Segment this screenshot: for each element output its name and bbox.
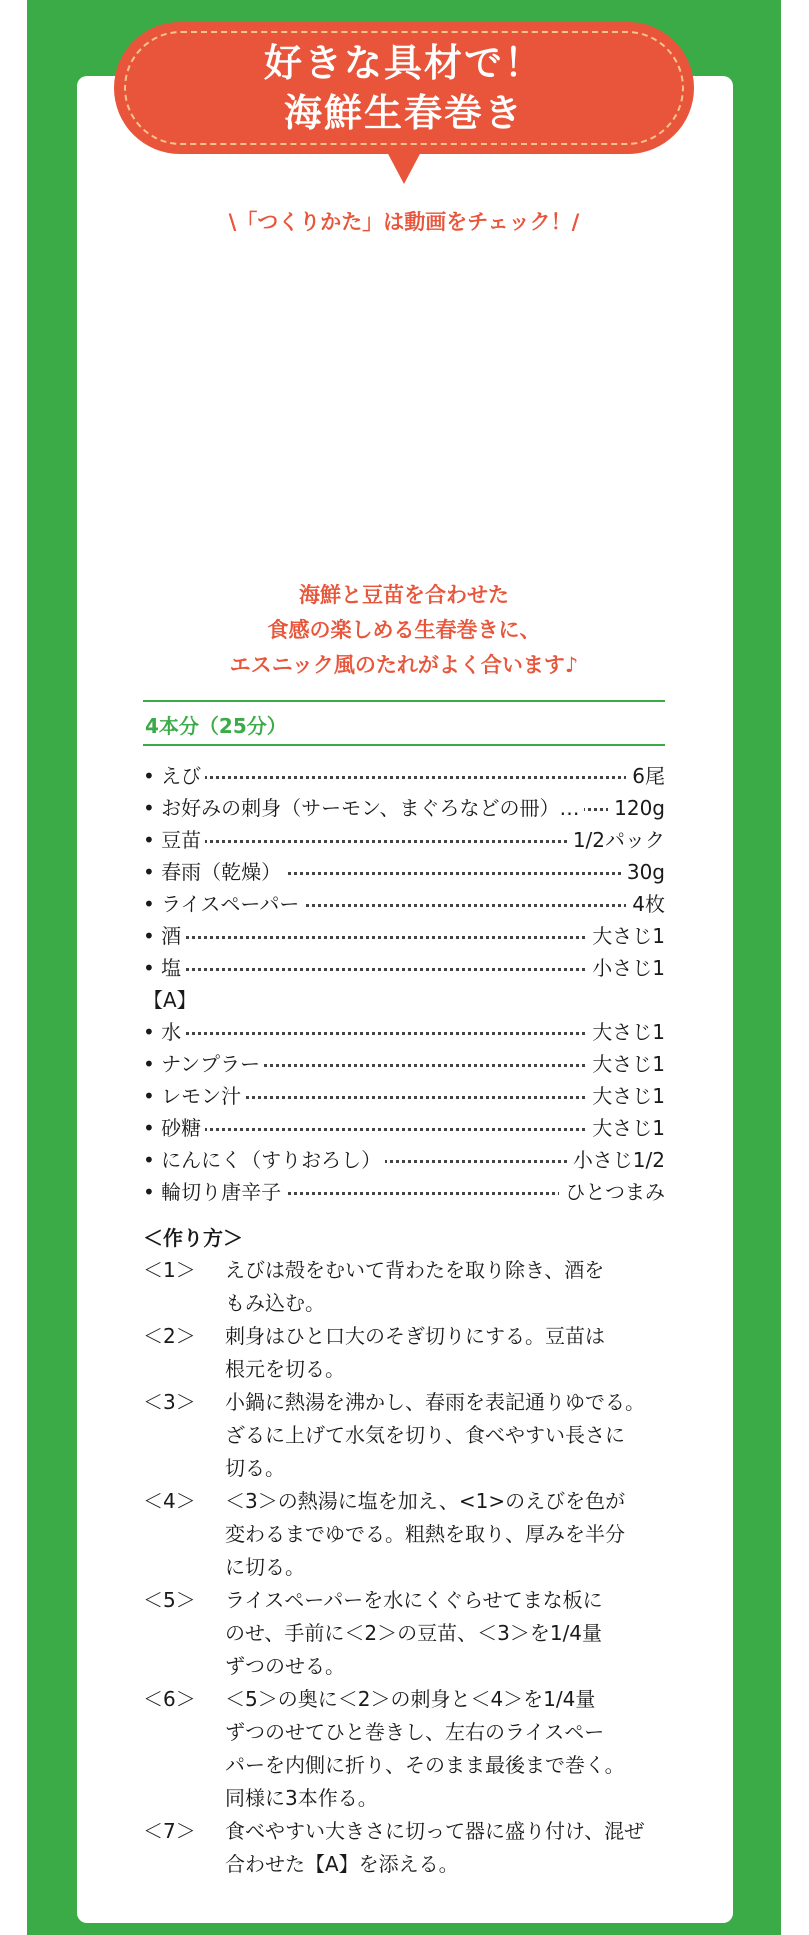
method-step [143,1386,673,1485]
method-step [143,1815,673,1881]
step-line: 変わるまでゆでる。粗熱を取り、厚みを半分 [225,1522,625,1546]
ingredient-qty: 4枚 [626,888,665,920]
ingredient-qty: 大さじ1 [586,920,665,952]
step-text [225,1386,673,1485]
ingredient-row [143,952,665,984]
step-line: ＜5＞の奥に＜2＞の刺身と＜4＞を1/4量 [225,1687,596,1711]
step-text [225,1485,673,1584]
video-area[interactable] [140,248,668,568]
ingredient-name: • にんにく（すりおろし） [143,1144,385,1176]
ingredient-row [143,1016,665,1048]
step-number: ＜1＞ [143,1258,196,1282]
step-text [225,1584,673,1683]
title-line-2: 海鮮生春巻き [283,91,524,135]
method-steps [143,1254,673,1881]
step-line: 根元を切る。 [225,1357,345,1381]
step-number: ＜5＞ [143,1588,196,1612]
ingredient-qty: 大さじ1 [586,1080,665,1112]
ingredient-row [143,1080,665,1112]
ingredient-name: • 春雨（乾燥） [143,856,285,888]
leader-dots [143,776,665,779]
ingredient-group-label: 【A】 [143,988,197,1012]
ingredient-qty: 大さじ1 [586,1048,665,1080]
step-number: ＜6＞ [143,1687,196,1711]
step-line: のせ、手前に＜2＞の豆苗、＜3＞を1/4量 [225,1621,603,1645]
step-text [225,1815,673,1881]
intro-line: 海鮮と豆苗を合わせた [299,583,509,607]
ingredient-list [143,760,665,1208]
step-line: 同様に3本作る。 [225,1786,378,1810]
intro-line: 食感の楽しめる生春巻きに、 [267,618,541,642]
method-title: ＜作り方＞ [143,1226,243,1250]
step-line: 小鍋に熱湯を沸かし、春雨を表記通りゆでる。 [225,1390,645,1414]
ingredient-qty: 大さじ1 [586,1112,665,1144]
ingredient-row [143,792,665,824]
ingredient-name: • 酒 [143,920,185,952]
step-text [225,1254,673,1320]
method-step [143,1485,673,1584]
ingredient-row [143,1144,665,1176]
method-step [143,1254,673,1320]
ingredient-row [143,760,665,792]
step-line: に切る。 [225,1555,305,1579]
ingredient-row [143,1176,665,1208]
serves-label: 4本分（25分） [145,714,287,738]
ingredient-qty: 6尾 [626,760,665,792]
ingredient-qty: 大さじ1 [586,1016,665,1048]
ingredient-name: • えび [143,760,205,792]
step-text [225,1683,673,1815]
ingredient-qty: 小さじ1 [586,952,665,984]
step-line: ずつのせる。 [225,1654,345,1678]
ingredient-name: • レモン汁 [143,1080,245,1112]
step-line: ＜3＞の熱湯に塩を加え、<1>のえびを色が [225,1489,626,1513]
ingredient-name: • 豆苗 [143,824,205,856]
ingredient-name: • 輪切り唐辛子 [143,1176,285,1208]
ingredient-name: • 水 [143,1016,185,1048]
ingredient-qty: 1/2パック [567,824,665,856]
ingredient-row [143,1048,665,1080]
method-step [143,1320,673,1386]
recipe-title [114,38,694,138]
ingredient-row [143,1112,665,1144]
ingredient-name: • お好みの刺身（サーモン、まぐろなどの冊）… [143,792,584,824]
step-line: 切る。 [225,1456,285,1480]
step-line: 刺身はひと口大のそぎ切りにする。豆苗は [225,1324,605,1348]
step-line: ライスペーパーを水にくぐらせてまな板に [225,1588,603,1612]
ingredient-qty: 30g [621,856,665,888]
ingredient-row [143,856,665,888]
ingredient-qty: 小さじ1/2 [567,1144,665,1176]
ingredient-name: • 砂糖 [143,1112,205,1144]
ingredient-row [143,920,665,952]
step-line: もみ込む。 [225,1291,325,1315]
ingredient-name: • ナンプラー [143,1048,264,1080]
video-subheading: \「つくりかた」は動画をチェック！/ [228,210,580,234]
step-number: ＜2＞ [143,1324,196,1348]
ingredient-row [143,824,665,856]
method-step [143,1584,673,1683]
bubble-tail [386,150,422,184]
intro-line: エスニック風のたれがよく合います♪ [229,653,579,677]
ingredient-name: • ライスペーパー [143,888,303,920]
ingredient-name: • 塩 [143,952,185,984]
step-line: パーを内側に折り、そのまま最後まで巻く。 [225,1753,625,1777]
step-line: 食べやすい大きさに切って器に盛り付け、混ぜ [225,1819,645,1843]
step-number: ＜3＞ [143,1390,196,1414]
step-number: ＜4＞ [143,1489,196,1513]
step-line: 合わせた【A】を添える。 [225,1852,459,1876]
step-text [225,1320,673,1386]
ingredient-row [143,888,665,920]
ingredient-qty: ひとつまみ [559,1176,665,1208]
step-line: ずつのせてひと巻きし、左右のライスペー [225,1720,605,1744]
ingredient-qty: 120g [608,792,665,824]
step-number: ＜7＞ [143,1819,196,1843]
step-line: えびは殻をむいて背わたを取り除き、酒を [225,1258,605,1282]
title-line-1: 好きな具材で！ [263,41,544,85]
method-step [143,1683,673,1815]
intro-text [114,578,694,683]
step-line: ざるに上げて水気を切り、食べやすい長さに [225,1423,625,1447]
